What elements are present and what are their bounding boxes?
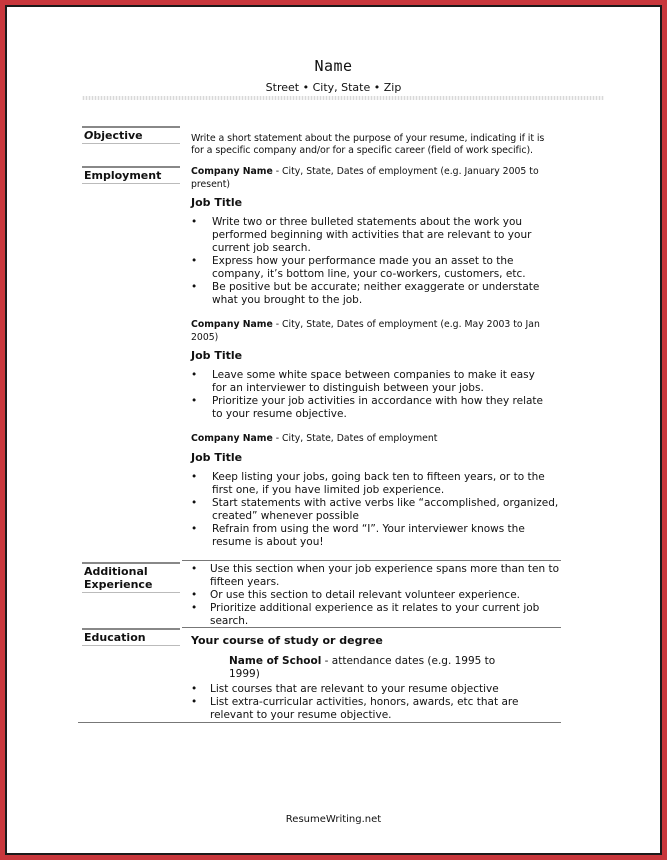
job-2-details: - City, State, Dates of employment (e.g. May 2003 to Jan 2005) xyxy=(191,319,540,343)
list-item: • Keep listing your jobs, going back ten to fifteen years, or to the first one, if you have limited job experience. xyxy=(191,471,561,497)
job-1-title: Job Title xyxy=(191,196,243,209)
job-2-company: Company Name xyxy=(191,319,273,330)
header-divider xyxy=(82,96,604,100)
additional-experience-label xyxy=(82,562,180,593)
employment-label: Employment xyxy=(82,166,180,184)
education-school xyxy=(229,655,529,681)
job-2-header xyxy=(191,319,561,344)
list-item: • Be positive but be accurate; neither exaggerate or understate what you brought to the job. xyxy=(191,281,551,307)
resume-address: Street • City, State • Zip xyxy=(265,81,402,94)
footer-source: ResumeWriting.net xyxy=(285,814,382,825)
school-name: Name of School xyxy=(229,655,322,667)
job-3-title: Job Title xyxy=(191,451,243,464)
list-item: • Or use this section to detail relevant volunteer experience. xyxy=(191,589,561,602)
list-item: • Prioritize your job activities in accordance with how they relate to your resume objective. xyxy=(191,395,551,421)
list-item: • Leave some white space between companies to make it easy for an interviewer to distinguish between your jobs. xyxy=(191,369,551,395)
objective-text: Write a short statement about the purpose of your resume, indicating if it is for a specific company and/or for a specific career (field of work specific). xyxy=(191,133,545,156)
additional-label-line-2: Experience xyxy=(84,578,153,591)
list-item: • Start statements with active verbs like “accomplished, organized, created” whenever possible xyxy=(191,497,561,523)
education-degree: Your course of study or degree xyxy=(191,634,383,647)
list-item: • Write two or three bulleted statements about the work you performed beginning with activities that are relevant to your current job search. xyxy=(191,216,551,255)
job-1-company: Company Name xyxy=(191,166,273,177)
objective-label-rest: bjective xyxy=(93,129,143,142)
job-3-company: Company Name xyxy=(191,433,273,444)
additional-divider xyxy=(182,560,561,561)
job-1-header xyxy=(191,166,561,191)
job-1-details: - City, State, Dates of employment (e.g. January 2005 to present) xyxy=(191,166,539,190)
additional-label-line-1: Additional xyxy=(84,565,148,578)
job-3-details: - City, State, Dates of employment xyxy=(272,433,438,444)
list-item: • List courses that are relevant to your resume objective xyxy=(191,683,561,696)
job-2-title: Job Title xyxy=(191,349,243,362)
objective-label-initial: O xyxy=(84,129,94,142)
list-item: • Refrain from using the word “I”. Your interviewer knows the resume is about you! xyxy=(191,523,561,549)
education-bullets xyxy=(191,683,561,722)
job-1-bullets xyxy=(191,216,551,307)
job-3-header xyxy=(191,433,561,446)
job-3-bullets xyxy=(191,471,561,549)
job-2-bullets xyxy=(191,369,551,421)
resume-name: Name xyxy=(314,57,353,75)
list-item: • List extra-curricular activities, honors, awards, etc that are relevant to your resume objective. xyxy=(191,696,561,722)
bottom-divider xyxy=(78,722,561,723)
additional-bullets xyxy=(191,563,561,628)
education-label: Education xyxy=(82,628,180,646)
list-item: • Prioritize additional experience as it relates to your current job search. xyxy=(191,602,561,628)
list-item: • Express how your performance made you an asset to the company, it’s bottom line, your co-workers, customers, etc. xyxy=(191,255,551,281)
objective-label xyxy=(82,126,180,144)
education-divider xyxy=(182,627,561,628)
list-item: • Use this section when your job experience spans more than ten to fifteen years. xyxy=(191,563,561,589)
school-details: - attendance dates (e.g. 1995 to 1999) xyxy=(229,655,496,680)
